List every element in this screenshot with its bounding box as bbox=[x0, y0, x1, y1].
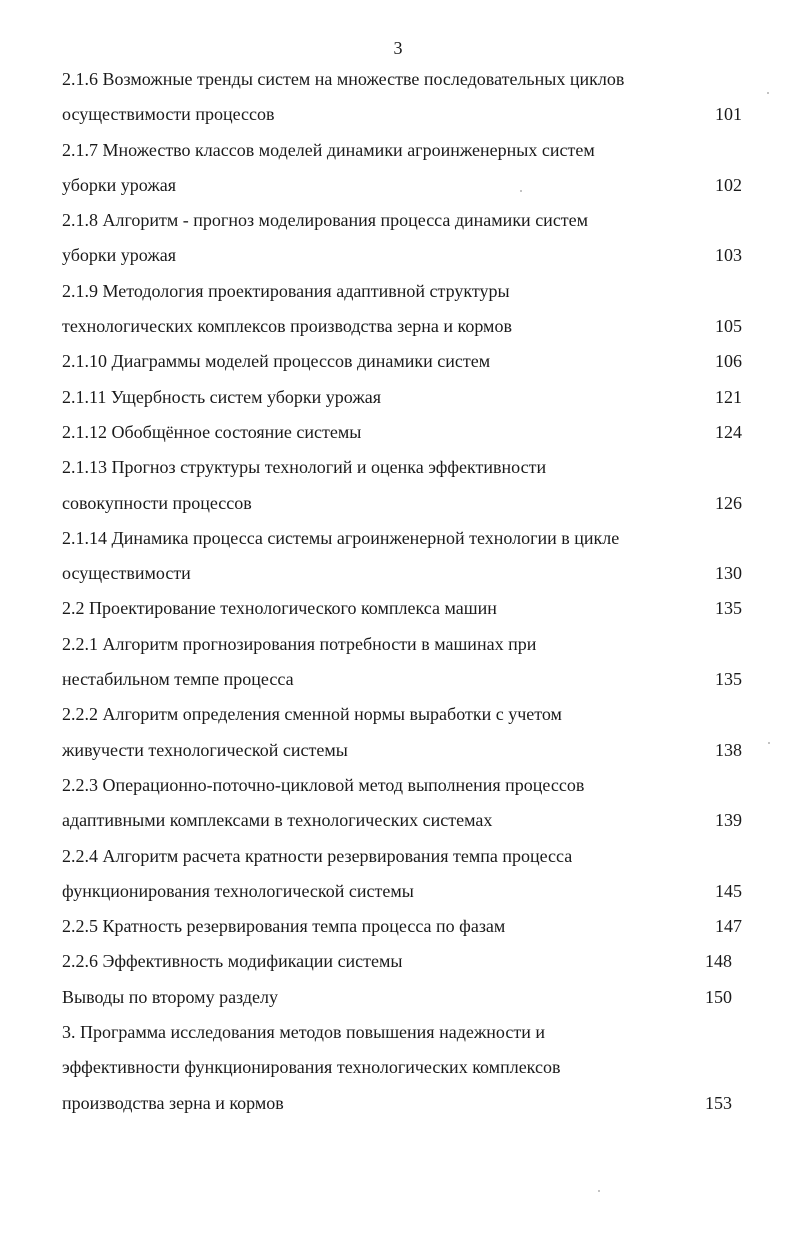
toc-entry-text: 2.1.6 Возможные тренды систем на множестве последовательных циклов bbox=[62, 69, 625, 89]
toc-entry-text: 3. Программа исследования методов повышения надежности и bbox=[62, 1022, 545, 1043]
scan-speck bbox=[520, 190, 522, 192]
toc-entry-text: эффективности функционирования технологических комплексов bbox=[62, 1057, 561, 1078]
toc-line bbox=[62, 380, 742, 415]
toc-entry-text: адаптивными комплексами в технологических системах bbox=[62, 810, 493, 831]
toc-line bbox=[62, 662, 742, 697]
toc-page-number: 135 bbox=[715, 669, 742, 690]
toc-entry-text: 2.2.6 Эффективность модификации системы bbox=[62, 951, 403, 972]
toc-page-number: 147 bbox=[715, 916, 742, 937]
toc-entry-text: 2.1.9 Методология проектирования адаптивной структуры bbox=[62, 280, 510, 301]
toc-line bbox=[62, 133, 742, 168]
toc-line bbox=[62, 839, 742, 874]
toc-entry-text: живучести технологической системы bbox=[62, 739, 348, 760]
scan-speck bbox=[768, 742, 770, 744]
toc-line bbox=[62, 733, 742, 768]
toc-page-number: 124 bbox=[715, 421, 742, 442]
toc-line bbox=[62, 980, 742, 1015]
toc-entry-text: 2.2 Проектирование технологического комплекса машин bbox=[62, 598, 497, 619]
toc-line bbox=[62, 97, 742, 132]
toc-line bbox=[62, 944, 742, 979]
toc-line bbox=[62, 203, 742, 238]
toc-page-number: 130 bbox=[715, 563, 742, 584]
toc-page-number: 150 bbox=[705, 986, 732, 1007]
toc-entry-text: нестабильном темпе процесса bbox=[62, 669, 294, 690]
toc-page-number: 153 bbox=[705, 1092, 732, 1113]
toc-entry-text: уборки урожая bbox=[62, 245, 177, 266]
scan-speck bbox=[598, 1190, 600, 1192]
toc-line bbox=[62, 1050, 742, 1085]
toc-page-number: 103 bbox=[715, 245, 742, 266]
toc-entry-text: 2.2.1 Алгоритм прогнозирования потребности в машинах при bbox=[62, 633, 537, 654]
toc-page-number: 139 bbox=[715, 810, 742, 831]
toc-line bbox=[62, 1086, 742, 1121]
toc-line bbox=[62, 1015, 742, 1050]
toc-entry-text: производства зерна и кормов bbox=[62, 1092, 284, 1113]
toc-entry-text: 2.1.10 Диаграммы моделей процессов динамики систем bbox=[62, 351, 491, 372]
table-of-contents bbox=[62, 62, 742, 1121]
toc-page-number: 101 bbox=[715, 104, 742, 125]
toc-entry-text: технологических комплексов производства зерна и кормов bbox=[62, 316, 512, 337]
toc-line bbox=[62, 344, 742, 379]
scan-speck bbox=[767, 92, 769, 94]
toc-entry-text: функционирования технологической системы bbox=[62, 880, 414, 901]
toc-entry-text: 2.2.4 Алгоритм расчета кратности резервирования темпа процесса bbox=[62, 845, 573, 866]
toc-line bbox=[62, 62, 742, 97]
toc-line bbox=[62, 627, 742, 662]
toc-entry-text: 2.2.2 Алгоритм определения сменной нормы выработки с учетом bbox=[62, 704, 562, 725]
toc-page-number: 135 bbox=[715, 598, 742, 619]
toc-entry-text: 2.2.3 Операционно-поточно-цикловой метод выполнения процессов bbox=[62, 774, 585, 795]
toc-page-number: 148 bbox=[705, 951, 732, 972]
toc-line bbox=[62, 238, 742, 273]
toc-page-number: 105 bbox=[715, 316, 742, 337]
toc-line bbox=[62, 450, 742, 485]
toc-entry-text: 2.1.14 Динамика процесса системы агроинженерной технологии в цикле bbox=[62, 527, 620, 548]
toc-entry-text: осуществимости bbox=[62, 563, 191, 584]
toc-entry-text: 2.2.5 Кратность резервирования темпа процесса по фазам bbox=[62, 916, 506, 937]
toc-entry-text: уборки урожая bbox=[62, 174, 177, 195]
toc-line bbox=[62, 556, 742, 591]
toc-line bbox=[62, 415, 742, 450]
toc-entry-text: 2.1.11 Ущербность систем уборки урожая bbox=[62, 386, 382, 407]
toc-line bbox=[62, 309, 742, 344]
toc-entry-text: 2.1.7 Множество классов моделей динамики агроинженерных систем bbox=[62, 139, 595, 160]
toc-entry-text: совокупности процессов bbox=[62, 492, 252, 513]
toc-entry-text: 2.1.12 Обобщённое состояние системы bbox=[62, 421, 362, 442]
toc-line bbox=[62, 486, 742, 521]
toc-line bbox=[62, 803, 742, 838]
toc-entry-text: 2.1.8 Алгоритм - прогноз моделирования процесса динамики систем bbox=[62, 210, 589, 231]
page-number: 3 bbox=[393, 38, 403, 58]
toc-page-number: 106 bbox=[715, 351, 742, 372]
toc-line bbox=[62, 874, 742, 909]
toc-line bbox=[62, 697, 742, 732]
toc-line bbox=[62, 521, 742, 556]
toc-line bbox=[62, 591, 742, 626]
toc-entry-text: Выводы по второму разделу bbox=[62, 986, 278, 1007]
toc-entry-text: осуществимости процессов bbox=[62, 104, 275, 125]
toc-page-number: 102 bbox=[715, 174, 742, 195]
toc-line bbox=[62, 909, 742, 944]
toc-page-number: 126 bbox=[715, 492, 742, 513]
toc-page-number: 121 bbox=[715, 386, 742, 407]
toc-line bbox=[62, 274, 742, 309]
toc-page-number: 145 bbox=[715, 880, 742, 901]
toc-line bbox=[62, 768, 742, 803]
toc-page-number: 138 bbox=[715, 739, 742, 760]
toc-entry-text: 2.1.13 Прогноз структуры технологий и оценка эффективности bbox=[62, 457, 547, 478]
toc-line bbox=[62, 168, 742, 203]
